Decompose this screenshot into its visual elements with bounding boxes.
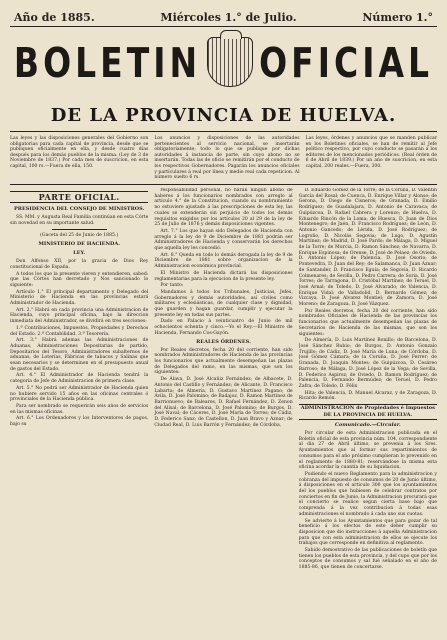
- header-line: [10, 8, 437, 27]
- paragraph: Art. 7.° Los que hayan sido Delegados de Hacienda con arreglo á la ley de 9 de Diciembre de 1881 podrán ser Administradores de Hacienda y conservarán los derechos que aquella ley les concedió.: [154, 228, 293, 252]
- paragraph: Por circular de esta Administracion publicada en el Boletin oficial de esta provincia núm. 104, correspondiente al dia 27 de Abril último, se prevenia á los Sres. Ayuntamientos que al formar sus repartimientos de consumos para el año próximo cumplieran lo prevenido en el reglamento de 1880-81; reservándose la misma esta oficina acordar la cuantía de su liquidacion.: [298, 431, 437, 471]
- paragraph: Para ser nombrado se requerirán seis años de servicios en las mismas oficinas.: [10, 403, 149, 415]
- gazette-ref: (Gaceta del 25 de Junio de 1885.): [40, 233, 119, 239]
- publication-conditions: [10, 134, 437, 182]
- coat-of-arms-icon: [207, 37, 253, 87]
- divider: [10, 184, 437, 185]
- paragraph: Hita; de Valencia, D. Manuel Alcaraz, y de Zaragoza, D. Ricardo Remón.: [298, 390, 437, 402]
- paragraph: A todos los que la presente vieren y entendieren, sabed: que las Córtes han decretado y Nos sancionado lo siguiente:: [10, 271, 149, 288]
- sub-head: Comunicado.—Circular.: [334, 422, 401, 429]
- year-label: Año de 1885.: [14, 11, 95, 24]
- divider: [52, 229, 107, 230]
- paragraph: Dado en Palacio á veinticuatro de Junio de mil ochocientos ochenta y cinco.—Yo el Rey.—El Ministro de Hacienda, Fernando Cos-Gayón.: [154, 319, 293, 336]
- section-title: PARTE OFICIAL.: [10, 191, 148, 203]
- paragraph: De Almería, D. Luis Martínez Bonillo; de Barcelona, D. José Sánchez Rubio; de Burgos, D. Antonio Gonzalo Trujillo; de Cádiz, D. José María de Luna; de Córdoba, D. José Gómez Cámara; de la Coruña, D. José Ferrer; de Granada, D. Joaquin Montes; de Guipúzcoa, D. Cesáreo Barroso; de Málaga, D. José López de la Vega; de Sevilla, D. Federico Aspiroz; de Oviedo, D. Ramon Rodríguez; de Palencia, D. Fernando Bermúdez; de Teruel, D. Pedro Zafra; de Toledo, D. Félix: [298, 338, 437, 389]
- date-label: Miércoles 1.° de Julio.: [160, 11, 297, 24]
- crown-icon: [220, 30, 242, 39]
- ministry-head: MINISTERIO DE HACIENDA.: [38, 241, 120, 248]
- issue-number: Número 1.°: [362, 11, 433, 24]
- divider: [10, 131, 437, 132]
- body-columns: [10, 188, 437, 638]
- conditions-col-3: Las leyes, órdenes y anuncios que se manden publicar en los Boletines oficiales, se han de remitir al Jefe político respectivo, por cuyo conducto se pasarán á los editores de los mencionados periódicos. (Real órden de 6 de Abril de 1839.) Por un año de suscricion, en esta capital, 200 reales.—Fuera, 300.: [305, 136, 437, 169]
- section-head: REALES ÓRDENES.: [196, 338, 251, 345]
- paragraph: Art. 8.° Queda en todo lo demás derogada la ley de 9 de Diciembre de 1881 sobre organizacion de la Administracion económica provincial.: [154, 252, 293, 270]
- law-head: LEY.: [73, 250, 86, 257]
- section-subtitle: PRESIDENCIA DEL CONSEJO DE MINISTROS.: [14, 206, 145, 212]
- paragraph: Sabido demostrativo de las publicaciones de boletín que tienen los pueblos de esta provincia, y del cupo que por los conceptos de consumos y sal fué señalado en el año de 1885-86, que tienen de concertarse.: [298, 548, 437, 571]
- masthead: [10, 37, 437, 103]
- section-head: ADMINISTRACION de Propiedades é Impuestos DE LA PROVINCIA DE HUELVA.: [299, 404, 437, 420]
- column-3: [299, 188, 437, 638]
- title-right: OFICIAL: [259, 37, 434, 87]
- paragraph: D. Eduardo Gómez de la Torre; de la Coruña, D. Valentín García del Rosal; de Cuenca, D. Enrique Villar y Alonso; de Gerona, D. Diego de Cisneros; de Granada, D. Emilio Rodríguez; de Guadalajara, D. Antonio de Caravaca; de Guipúzcoa, D. Rafael Cabrera y Lorenzo; de Huelva, D. Eduardo Rincón de la Loma; de Huesca, D. Juan de Dios Montenegro; de Jaén, D. Francisco Rodríguez; de León, D. Antonio Gancedo; de Lérida, D. José Rodríguez; de Logroño, D. Nicolás Segovia; de Lugo, D. Agustín Martínez; de Madrid, D. José Pardo; de Málaga, D. Miguel de la Torre; de Murcia, D. Ramon Sánchez; de Navarra, D. Enrique Espinosa; de Orense, D. José de Pelaez; de Oviedo, D. Antonio López; de Palencia, D. José Osorio; de Pontevedra, D. Juan del Rey; de Salamanca, D. Juan Aznar; de Santander, D. Francisco Eguía; de Segovia, D. Ricardo Colmenares; de Sevilla, D. Pedro Carrera; de Soria, D. José Torres; de Tarragona, D. Cristóbal Martínez; de Teruel, D. José Arnal; de Toledo, D. José Alvarado; de Valencia, D. Enrique Vidal; de Valladolid, D. Bernardo Gómez; de Vizcaya, D. José Alvarez Montiel; de Zamora, D. José Moreno; de Zaragoza, D. José Vázquez.: [298, 188, 437, 308]
- column-1: [10, 188, 148, 638]
- conditions-col-1: Las leyes y las disposiciones generales del Gobierno son obligatorias para cada capital de provincia, desde que se publiquen oficialmente en ella, y desde cuatro días después para los demás pueblos de la misma. (Ley de 3 de Noviembre de 1837.) Por cada mes de suscricion, en esta capital, 100 rs.—Fuera de ella, 150.: [10, 136, 149, 169]
- paragraph: 1.ª Contribuciones, Impuestos, Propiedades y Derechos del Estado. 2.ª Contabilidad. 3.ª Tesorería.: [10, 325, 149, 337]
- paragraph: Artículo 1.° El principal departamento y Delegado del Ministerio de Hacienda en las provincias estará Administrador de Hacienda.: [10, 289, 149, 307]
- paragraph: Don Alfonso XII, por la gracia de Dios Rey constitucional de España.: [10, 259, 149, 270]
- column-2: [154, 188, 292, 638]
- paragraph: responsabilidad personal, no harán ningun abono de haberes á los funcionarios nombrados con arreglo al artículo 4.° de la Constitucion, cuando su nombramiento no estuviere ajustado á las prescripciones de esta ley, las cuales se extenderán sin perjuicio de todos los demás requisitos exigidos por los artículos 20 al 29 de la ley de 25 de Julio de 1876 y demás disposiciones vigentes.: [154, 188, 293, 228]
- paragraph: Por Reales decretos, fecha 20 del corriente, han sido nombrados Administradores de Hacienda de las provincias los funcionarios que actualmente desempeñan las plazas de Delegados del ramo, en las mismas, que son los siguientes:: [154, 347, 293, 376]
- masthead-subtitle: DE LA PROVINCIA DE HUELVA.: [50, 105, 397, 126]
- paragraph: De Álava, D. José Alcañiz Fernández; de Albacete, D. Antonio del Castillo y Fernández; de Alicante, D. Francisco Labarta; de Almería, D. Gustavo Martínez Pagano; de Ávila, D. José Palomino; de Badajoz, D. Ramon Martínez de Barrionuevo; de Baleares, D. Rafael Fernández, D. Zenon del Alisal; de Barcelona, D. José Palomino; de Burgos, D. José Naval; de Cáceres, D. José María de Torres; de Cádiz, D. Federico Sanz; de Castellon, D. Juan Bravo y Aznar; de Ciudad Real, D. Luis Barrón y Fernández; de Córdoba,: [154, 377, 293, 428]
- paragraph: Por Reales decretos, fecha 20 del corriente, han sido nombrados Oficiales de Hacienda de las provincias los funcionarios que actualmente desempeñan las plazas de Secretarios de Hacienda de las mismas, que son los siguientes:: [298, 308, 437, 337]
- paragraph: Art. 4.° El Administrador de Hacienda tendrá la categoría de Jefe de Administracion de primera clase.: [10, 373, 149, 385]
- paragraph: SS. MM. y Augusta Real Familia continúan en esta Córte sin novedad en su importante salud.: [10, 215, 149, 226]
- paragraph: El Ministro de Hacienda dictará las disposiciones reglamentarias para la ejecucion de la presente ley.: [154, 270, 293, 282]
- title-left: BOLETIN: [13, 37, 202, 87]
- paragraph: Art. 6.° Los Ordenadores y los Interventores de pagos, bajo su: [10, 416, 149, 428]
- newspaper-page: [10, 8, 437, 634]
- paragraph: Mandamos á todos los Tribunales, Justicias, Jefes, Gobernadores y demás autoridades, así civiles como militares y eclesiásticas, de cualquier clase y dignidad, que guarden y hagan guardar, cumplir y ejecutar la presente ley en todas sus partes.: [154, 289, 293, 318]
- paragraph: Art. 2.° Habrá en cada provincia una Administracion de Hacienda, cuyo principal oficina, bajo la direccion inmediata del Administrador, se dividirá en tres secciones:: [10, 307, 149, 325]
- paragraph: Se advierte á los Ayuntamientos que para gozar de tal beneficio á los efectos de este deber cumplir su disposicion que dio instrucciones á aquella Administracion para que con esta administracion de ellos se ejecute los trabajos que corresponde en definitiva al reglamento.: [298, 518, 437, 547]
- paragraph: Art. 3.° Habrá ademas las Administraciones de Aduanas, Administraciones Depositarias de partido, Depositarios del Tesoro, Administradores subalternos de aduanas, de Loterías, Fábricas de tabacos y Salinas que sean necesarios y se determinen en el presupuesto anual de gastos del Estado.: [10, 338, 149, 372]
- paragraph: Art. 5.° No podrá ser Administrador de Hacienda quien no hubiere servido 15 años en las oficinas centrales ó provinciales de la Hacienda pública.: [10, 385, 149, 403]
- paragraph: Pudiendo el nuevo Reglamento para la administracion y cobranza del impuesto de consumos de 20 de Junio último, á disposiciones en el artículo 300 que los ayuntamientos del los pueblos que hubiesen de celebrar contratos por conciertos en fin de Junio, la Administracion procurará que el concierto se realice segun cierta base bajo que comprenda á la vez contribucion á todas esas administraciones el nombrado á cada uno sus cuotas.: [298, 471, 437, 517]
- conditions-col-2: Los anuncios y disposiciones de las autoridades pertenecientes al servicio nacional, se insertarán obligatoriamente; todo lo que se publique por dichas autoridades á instancia de parte, sin cuyo abono no se insertarán. Todas las de oficio se remitirán por el conducto de los respectivos Gobernadores. Pagarán los anuncios oficiales y particulares á real por línea y medio real cada repeticion. Al número suelto 6 rs.: [154, 136, 300, 181]
- paragraph: Por tanto:: [160, 283, 184, 289]
